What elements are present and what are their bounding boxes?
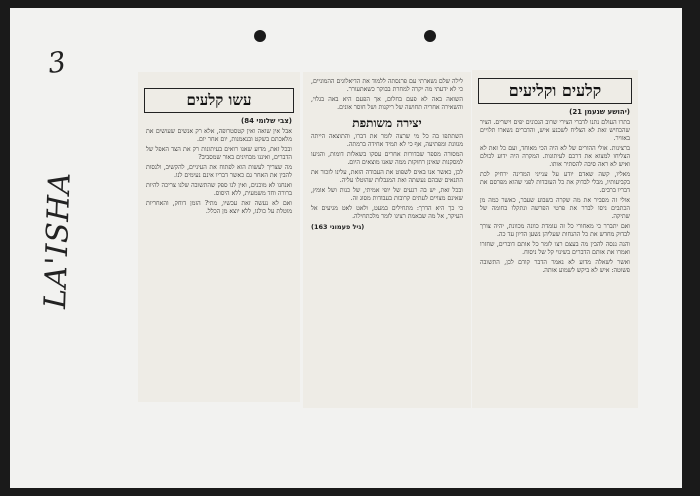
- middle-paragraph: כי כך היא הדרך: מתחילים במעט, ולאט לאט מגיעים אל העיקר, אל מה שבאמת רצינו לומר מלכתחילה.: [311, 205, 463, 220]
- right-paragraph: מאליו, קשה שאדם יודע על ענייני המדינה ירחיק לכת בקביעותיו, מבלי לבדוק את כל העובדות לפני שהוא מפרסם את דבריו ברבים.: [480, 171, 630, 194]
- middle-paragraph: ובכל זאת, יש בה רגעים של יופי אמיתי, של כנות ושל אומץ, שאינם מצויים לעתים קרובות בעבודות מסוג זה.: [311, 187, 463, 202]
- right-article-headline: קלעים וקליעים: [478, 78, 632, 104]
- left-paragraph: אבל אין שואה ואין קטסטרופה, אלא רק אנשים שעושים את מלאכתם בשקט ובנאמנות, יום אחר יום.: [146, 128, 292, 143]
- left-article-byline: (צבי שלומי 84): [241, 117, 292, 125]
- document-sheet: [10, 8, 682, 488]
- middle-article-signoff: (גיל פעמוני 163): [311, 223, 365, 231]
- right-paragraph: אולי זה מסביר את מה שקרה בשבוע שעבר, כאשר כמה מן הכתבים ניסו לברר את פרטי הפרשה ונתקלו בחומה של שתיקה.: [480, 197, 630, 220]
- punch-hole-left: [254, 30, 266, 42]
- right-article: [472, 70, 638, 408]
- middle-article-subhead: יצירה משותפת: [352, 116, 422, 130]
- left-paragraph: ואנחנו לא מוכנים, ואין לנו ספק שהתשובה שלנו צריכה להיות ברורה וחד משמעית, ללא היסוס.: [146, 182, 292, 197]
- left-paragraph: מה שצריך לעשות הוא לפתוח את העיניים, להקשיב, ולנסות להבין את האחר גם כאשר דבריו אינם נעימים לנו.: [146, 164, 292, 179]
- handwritten-source-name: LA'ISHA: [38, 171, 78, 310]
- right-paragraph: והנה ננסה להבין מה בעצם רצו לומר כל אותם דוברים, שחזרו ואמרו את אותם הדברים בשינוי קל של ניסוח.: [480, 241, 630, 256]
- left-article-headline: עשו קלעים: [144, 88, 294, 113]
- middle-paragraph: השתתפו בה כל מי שרצה לומר את דברו, והתוצאה הייתה מגוונת ומפתיעה, אף כי לא תמיד אחידה ברמתה.: [311, 133, 463, 148]
- right-paragraph: בתרו העולם נתנו לדברי הצירי שרוב הנכונים יפים וישרים. הציר שהכחיש זאת לא הצליח לשכנע איש, והדברים נשארו תלויים באוויר.: [479, 119, 630, 142]
- right-paragraph: ואשר לשאלה מדוע לא נאמר הדבר קודם לכן, התשובה פשוטה: איש לא ביקש לשמוע אותה.: [480, 259, 630, 274]
- left-paragraph: ובכל זאת, מדוע שאנו רואים בעיתונות רק את הצד האפל של הדברים, ואיננו מבחינים באור שמסביב?: [146, 146, 292, 161]
- middle-paragraph: לילה שלם נשארתי עם פרנסתה ללמוד את הדיאלוגים ההמוניים, כי לא ידעתי מה יקרה למחרת בבוקר כשאתעורר.: [311, 78, 463, 93]
- right-article-byline: (יהושע שנעמן 21): [569, 108, 630, 116]
- middle-article: [303, 72, 471, 408]
- middle-paragraph: המסורה מספר שבדורות אחרים עסקו בשאלות דומות, והגיעו למסקנות שאינן רחוקות ממה שאנו מוצאים היום.: [311, 151, 463, 166]
- middle-paragraph: השואה באה לא פעם בחלום, אך הפעם היא באה בגלוי, והשאירה אחריה תחושה של ריקנות ושל חוסר אונים.: [311, 96, 463, 111]
- middle-paragraph: לכן, כאשר אנו באים לשפוט את העבודה הזאת, עלינו לזכור את התנאים שבהם נעשתה ואת המגבלות שהוטלו עליה.: [311, 169, 463, 184]
- right-paragraph: ברצינות. אולי ההורים של לא היה הכי מאוחד, ועם כל זאת לא הצליחו למצוא את דרכם לעיתונות. המקרה היה ידוע לכולם ואיש לא ראה סיבה להסתיר אותו.: [480, 145, 630, 168]
- handwritten-page-number: 3: [45, 44, 69, 81]
- right-paragraph: ואם יתברר כי מאחורי כל זה עומדת כוונה מכוונת, יהיה צורך לבדוק מחדש את כל ההנחות שעליהן נשען הדיון עד כה.: [480, 223, 630, 238]
- punch-hole-right: [424, 30, 436, 42]
- left-paragraph: ואם לא נעשה זאת עכשיו, מתי? הזמן דוחק, והאחריות מוטלת על כולנו, ללא יוצא מן הכלל.: [146, 200, 292, 215]
- left-article: [138, 72, 300, 402]
